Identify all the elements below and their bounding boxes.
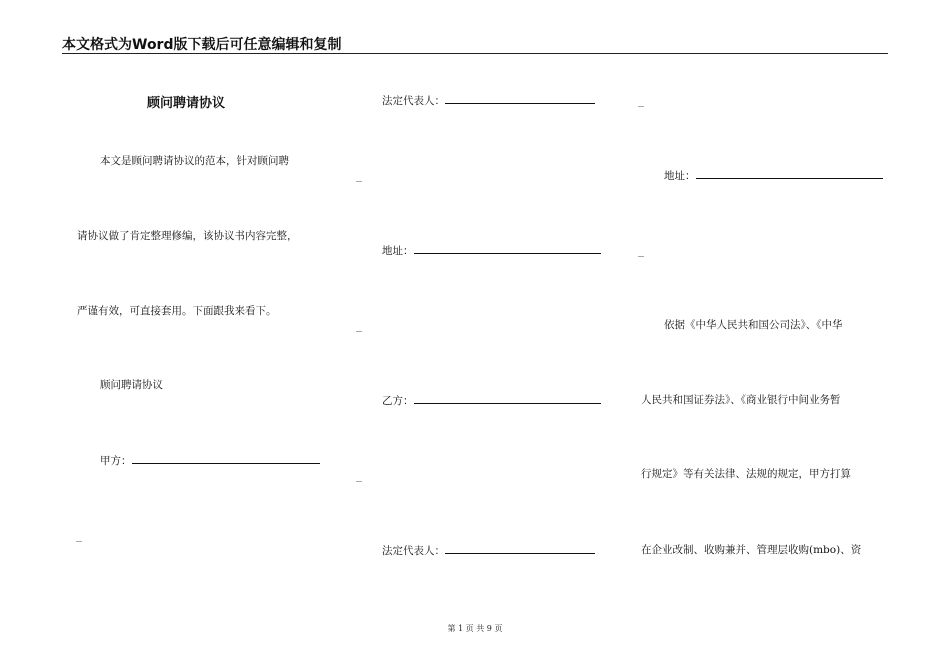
party-a-blank <box>132 453 320 464</box>
dash-marker: _ <box>638 246 645 257</box>
party-b-blank <box>414 393 601 404</box>
legal-rep-field-2 <box>382 543 595 558</box>
dash-marker: _ <box>638 96 645 107</box>
document-title: 顾问聘请协议 <box>147 96 226 111</box>
party-b-label: 乙方： <box>382 395 414 407</box>
address-blank <box>414 243 601 254</box>
address-label: 地址： <box>664 170 696 182</box>
basis-line-2: 人民共和国证券法》、《商业银行中间业务暂 <box>641 394 841 406</box>
agreement-subtitle: 顾问聘请协议 <box>100 379 163 391</box>
header-divider <box>62 53 888 54</box>
party-a-label: 甲方： <box>100 455 132 467</box>
header-title: 本文格式为Word版下载后可任意编辑和复制 <box>62 37 342 53</box>
legal-rep-blank <box>445 93 595 104</box>
address-label: 地址： <box>382 245 414 257</box>
legal-rep-blank <box>445 543 595 554</box>
dash-marker: _ <box>356 321 363 332</box>
address-field-1 <box>382 243 601 258</box>
intro-line-3: 严谨有效，可直接套用。下面跟我来看下。 <box>77 305 277 317</box>
legal-rep-label: 法定代表人： <box>382 545 445 557</box>
party-b-field <box>382 393 601 408</box>
intro-line-2: 请协议做了肯定整理修编，该协议书内容完整， <box>77 230 298 242</box>
address-field-2 <box>664 168 883 183</box>
page-number: 第 1 页 共 9 页 <box>447 624 503 633</box>
legal-rep-field-1 <box>382 93 595 108</box>
basis-line-3: 行规定》等有关法律、法规的规定，甲方打算 <box>641 468 851 480</box>
basis-line-1: 依据《中华人民共和国公司法》、《中华 <box>664 319 843 331</box>
dash-marker: _ <box>356 471 363 482</box>
address-blank <box>696 168 883 179</box>
intro-line-1: 本文是顾问聘请协议的范本，针对顾问聘 <box>100 155 289 167</box>
party-a-field <box>100 453 320 468</box>
legal-rep-label: 法定代表人： <box>382 95 445 107</box>
dash-marker: _ <box>356 171 363 182</box>
dash-marker: _ <box>76 531 83 542</box>
basis-line-4: 在企业改制、收购兼并、管理层收购(mbo)、资 <box>641 544 862 556</box>
